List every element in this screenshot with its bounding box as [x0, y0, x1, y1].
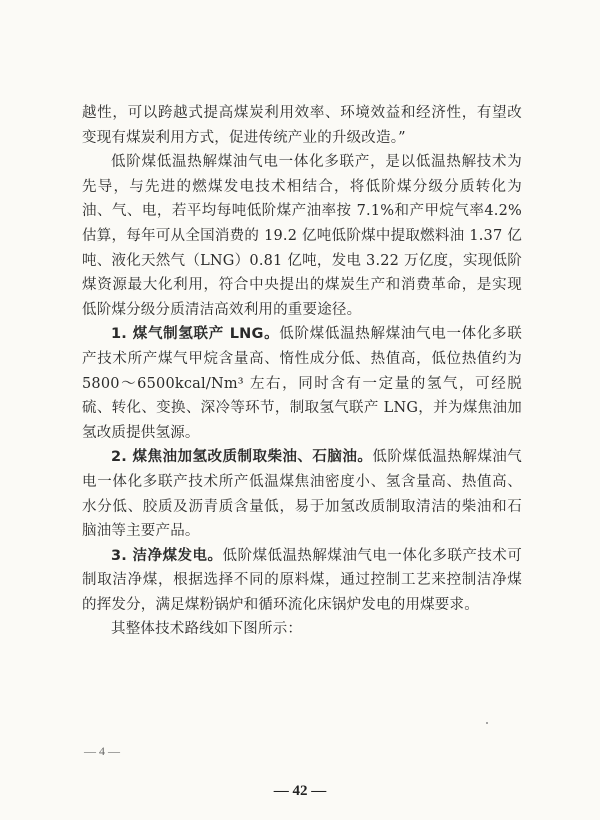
item-paragraph-2 — [82, 445, 522, 543]
outer-page-number: — 42 — — [273, 783, 327, 799]
continuation-paragraph: 越性，可以跨越式提高煤炭利用效率、环境效益和经济性，有望改变现有煤炭利用方式，促进传统产业的升级改造。” — [82, 105, 522, 146]
item-heading-2: 2. 煤焦油加氢改质制取柴油、石脑油。 — [111, 449, 373, 466]
item-text-2: 低阶煤低温热解煤油气电一体化多联产技术所产低温煤焦油密度小、氢含量高、热值高、水分低、胶质及沥青质含量低，易于加氢改质制取清洁的柴油和石脑油等主要产品。 — [82, 449, 523, 540]
speck-mark — [486, 722, 488, 724]
inner-page-number: — 4 — — [84, 744, 120, 758]
item-text-1: 低阶煤低温热解煤油气电一体化多联产技术所产煤气甲烷含量高、惰性成分低、热值高，低位热值约为 5800～6500kcal/Nm³ 左右，同时含有一定量的氢气，可经脱硫、转化、变换、深冷等环节，制取氢气联产 LNG，并为煤焦油加氢改质提供氢源。 — [82, 326, 522, 441]
closing-paragraph: 其整体技术路线如下图所示： — [111, 621, 303, 638]
intro-paragraph: 低阶煤低温热解煤油气电一体化多联产，是以低温热解技术为先导，与先进的燃煤发电技术相结合，将低阶煤分级分质转化为油、气、电，若平均每吨低阶煤产油率按 7.1%和产甲烷气率4.2%估算，每年可从全国消费的 19.2 亿吨低阶煤中提取燃料油 1.37 亿吨、液化天然气（LNG）0.81 亿吨，发电 3.22 万亿度，实现低阶煤资源最大化利用，符合中央提出的煤炭生产和消费革命，是实现低阶煤分级分质清洁高效利用的重要途径。 — [82, 154, 522, 318]
item-text-3: 低阶煤低温热解煤油气电一体化多联产技术可制取洁净煤，根据选择不同的原料煤，通过控制工艺来控制洁净煤的挥发分，满足煤粉锅炉和循环流化床锅炉发电的用煤要求。 — [82, 547, 522, 613]
body-text — [82, 101, 522, 642]
item-paragraph-1 — [82, 322, 522, 445]
item-paragraph-3 — [82, 544, 522, 618]
item-heading-3: 3. 洁净煤发电。 — [111, 547, 223, 564]
item-heading-1: 1. 煤气制氢联产 LNG。 — [111, 326, 280, 343]
